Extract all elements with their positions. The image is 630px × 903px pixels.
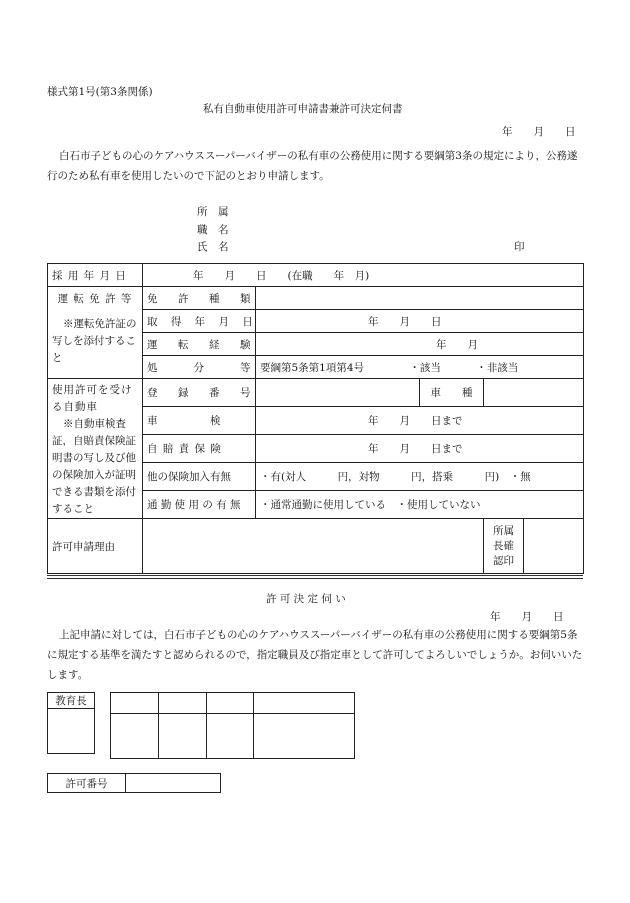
approval-stamps [110, 692, 355, 759]
stamp-cell-3[interactable] [207, 714, 254, 759]
disposition-no-option[interactable]: ・非該当 [476, 361, 519, 374]
permit-number-label: 許可番号 [48, 774, 126, 793]
other-insurance-value[interactable]: ・有(対人 円，対物 円，搭乗 円) ・無 [256, 463, 584, 491]
license-group-label: 運 転 免 許 等 [57, 293, 133, 305]
permit-number-box [47, 773, 221, 793]
superintendent-label: 教育長 [48, 693, 95, 709]
registration-label: 登 録 番 号 [143, 379, 256, 407]
stamp-header-3 [207, 693, 254, 714]
commute-label: 通 勤 使 用 の 有 無 [143, 491, 256, 519]
director-confirm-label: 所属長確認印 [484, 519, 524, 574]
application-table [47, 263, 584, 574]
vehicle-note: ※自動車検査証，自賠責保険証明書の写し及び他の保険加入が証明できる書類を添付すること [52, 418, 136, 515]
decision-title: 許 可 決 定 伺 い [266, 593, 346, 605]
section-divider [47, 575, 583, 579]
vehicle-group-cell [48, 379, 143, 519]
license-type-value[interactable] [256, 287, 584, 310]
adoption-date-value[interactable]: 年 月 日 (在職 年 月) [143, 264, 584, 287]
adoption-date-label: 採 用 年 月 日 [48, 264, 143, 287]
disposition-clause: 要綱第5条第1項第4号 [260, 361, 365, 374]
license-type-label: 免 許 種 類 [143, 287, 256, 310]
commute-value[interactable]: ・通常通勤に使用している ・使用していない [256, 491, 584, 519]
decision-paragraph: 上記申請に対しては，白石市子どもの心のケアハウススーパーバイザーの私有車の公務使用に関する要綱第5条に規定する基準を満たすと認められるので，指定職員及び指定車として許可してよろしいでしょうか。お伺いいたします。 [47, 629, 583, 681]
disposition-label: 処 分 等 [143, 356, 256, 379]
liability-label: 自 賠 責 保 険 [143, 435, 256, 463]
form-number: 様式第1号(第3条関係) [47, 86, 153, 98]
license-date-label: 取 得 年 月 日 [143, 310, 256, 333]
superintendent-seal[interactable] [48, 709, 95, 754]
stamp-header-2 [159, 693, 207, 714]
form-title: 私有自動車使用許可申請書兼許可決定伺書 [203, 103, 403, 115]
experience-label: 運 転 経 験 [143, 333, 256, 356]
vehicle-group-label: 使用許可を受ける自動車 [52, 384, 133, 413]
reason-value[interactable] [143, 519, 484, 574]
position-label: 職 名 [197, 224, 229, 236]
stamp-cell-2[interactable] [159, 714, 207, 759]
license-group-cell [48, 287, 143, 379]
affiliation-label: 所 属 [197, 206, 229, 218]
model-value[interactable] [484, 379, 584, 407]
experience-value[interactable]: 年 月 [256, 333, 584, 356]
name-label: 氏 名 [197, 241, 229, 253]
superintendent-box [47, 692, 95, 754]
decision-date: 年 月 日 [490, 611, 564, 623]
seal-mark: 印 [514, 241, 525, 253]
model-label: 車 種 [420, 379, 484, 407]
intro-paragraph: 白石市子どもの心のケアハウススーパーバイザーの私有車の公務使用に関する要綱第3条の規定により，公務遂行のため私有車を使用したいので下記のとおり申請します。 [47, 150, 578, 182]
inspection-label: 車 検 [143, 407, 256, 435]
disposition-yes-option[interactable]: ・該当 [409, 361, 441, 374]
stamp-header-1 [111, 693, 159, 714]
director-confirm-seal[interactable] [524, 519, 584, 574]
stamp-cell-1[interactable] [111, 714, 159, 759]
liability-value[interactable]: 年 月 日まで [256, 435, 584, 463]
disposition-value[interactable] [256, 356, 584, 379]
other-insurance-label: 他の保険加入有無 [143, 463, 256, 491]
permit-number-value[interactable] [126, 774, 221, 793]
stamp-header-4 [254, 693, 355, 714]
license-note: ※運転免許証の写しを添付すること [52, 318, 137, 364]
license-date-value[interactable]: 年 月 日 [256, 310, 584, 333]
inspection-value[interactable]: 年 月 日まで [256, 407, 584, 435]
registration-value[interactable] [256, 379, 420, 407]
reason-label: 許可申請理由 [48, 519, 143, 574]
application-date: 年 月 日 [502, 126, 576, 138]
stamp-cell-4[interactable] [254, 714, 355, 759]
